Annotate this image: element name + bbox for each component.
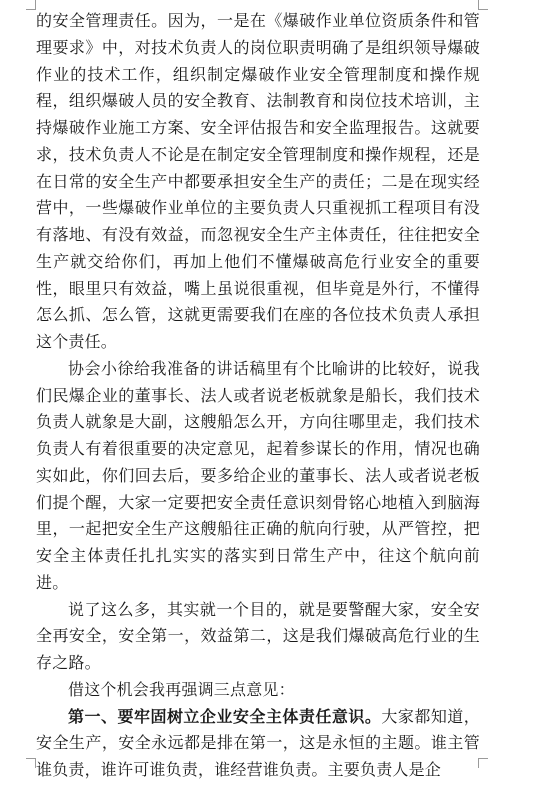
paragraph-1[interactable]: 的安全管理责任。因为，一是在《爆破作业单位资质条件和管理要求》中，对技术负责人的岗位职责明确了是组织领导爆破作业的技术工作，组织制定爆破作业安全管理制度和操作规程，组织爆破人员的安全教育、法制教育和岗位技术培训，主持爆破作业施工方案、安全评估报告和安全监理报告。这就要求，技术负责人不论是在制定安全管理制度和操作规程，还是在日常的安全生产中都要承担安全生产的责任；二是在现实经营中，一些爆破作业单位的主要负责人只重视抓工程项目有没有落地、有没有效益，而忽视安全生产主体责任，往往把安全生产就交给你们，再加上他们不懂爆破高危行业安全的重要性，眼里只有效益，嘴上虽说很重视，但毕竟是外行，不懂得怎么抓、怎么管，这就更需要我们在座的各位技术负责人承担这个责任。 [36, 11, 480, 351]
paragraph-3[interactable]: 说了这么多，其实就一个目的，就是要警醒大家，安全安全再安全，安全第一，效益第二，这是我们爆破高危行业的生存之路。 [36, 599, 480, 672]
crop-mark-top-left [26, 0, 36, 10]
paragraph-5[interactable] [36, 704, 480, 784]
paragraph-5-bold-lead: 第一、要牢固树立企业安全主体责任意识。 [68, 706, 382, 726]
paragraph-2[interactable]: 协会小徐给我准备的讲话稿里有个比喻讲的比较好，说我们民爆企业的董事长、法人或者说老板就象是船长，我们技术负责人就象是大副，这艘船怎么开，方向往哪里走，我们技术负责人有着很重要的决定意见，起着参谋长的作用，情况也确实如此，你们回去后，要多给企业的董事长、法人或者说老板们提个醒，大家一定要把安全责任意识刻骨铭心地植入到脑海里，一起把安全生产这艘船往正确的航向行驶，从严管控，把安全主体责任扎扎实实的落实到日常生产中，往这个航向前进。 [36, 358, 480, 592]
document-body[interactable] [36, 8, 480, 784]
paragraph-4[interactable]: 借这个机会我再强调三点意见： [68, 679, 295, 699]
paragraph-5-text: 大家都知道，安全生产，安全永远都是排在第一，这是永恒的主题。谁主管谁负责，谁许可谁负责，谁经营谁负责。主要负责人是企 [36, 706, 480, 779]
crop-mark-bottom-left [26, 758, 36, 768]
